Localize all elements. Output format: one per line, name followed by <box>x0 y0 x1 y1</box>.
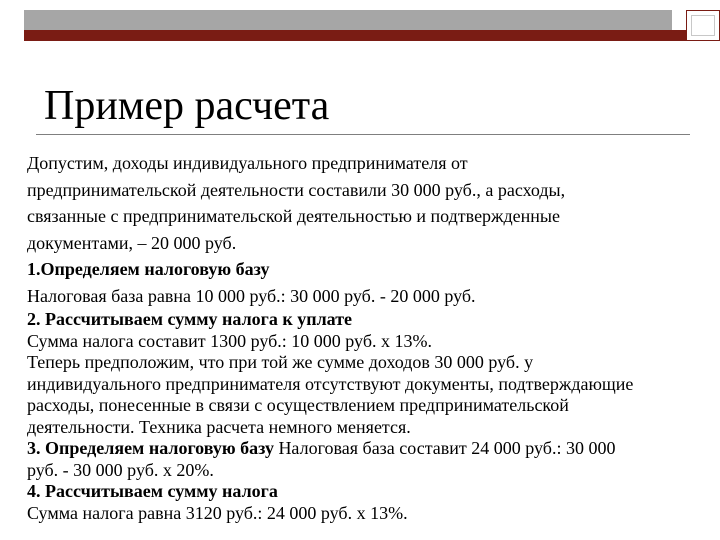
top-accent-bar <box>24 30 720 41</box>
corner-square-inner <box>691 15 715 36</box>
step3-heading: 3. Определяем налоговую базу <box>27 438 274 458</box>
top-gray-bar <box>24 10 672 30</box>
paragraph-line-4: деятельности. Техника расчета немного меняется. <box>27 416 411 437</box>
step3-text-continued: руб. - 30 000 руб. x 20%. <box>27 459 214 480</box>
intro-line-2: предпринимательской деятельности составили 30 000 руб., а расходы, <box>27 179 566 200</box>
intro-line-3: связанные с предпринимательской деятельностью и подтвержденные <box>27 206 560 226</box>
intro-line-1: Допустим, доходы индивидуального предпринимателя от <box>27 153 468 173</box>
step1-text: Налоговая база равна 10 000 руб.: 30 000 руб. - 20 000 руб. <box>27 285 476 306</box>
slide-title: Пример расчета <box>44 83 330 129</box>
step3-text: Налоговая база составит 24 000 руб.: 30 000 <box>273 438 616 458</box>
corner-square-decoration <box>686 10 720 41</box>
title-underline <box>36 134 690 135</box>
step4-heading: 4. Рассчитываем сумму налога <box>27 481 278 501</box>
step4-text: Сумма налога равна 3120 руб.: 24 000 руб. x 13%. <box>27 502 408 523</box>
step3-line <box>27 438 715 460</box>
slide-body <box>27 150 715 524</box>
paragraph-line-2: индивидуального предпринимателя отсутствуют документы, подтверждающие <box>27 373 634 394</box>
step2-text: Сумма налога составит 1300 руб.: 10 000 руб. x 13%. <box>27 330 432 351</box>
step2-heading: 2. Рассчитываем сумму налога к уплате <box>27 309 353 329</box>
intro-line-4: документами, – 20 000 руб. <box>27 232 237 253</box>
paragraph-line-3: расходы, понесенные в связи с осуществлением предпринимательской <box>27 395 569 415</box>
step1-heading: 1.Определяем налоговую базу <box>27 259 270 279</box>
paragraph-line-1: Теперь предположим, что при той же сумме доходов 30 000 руб. у <box>27 352 534 372</box>
